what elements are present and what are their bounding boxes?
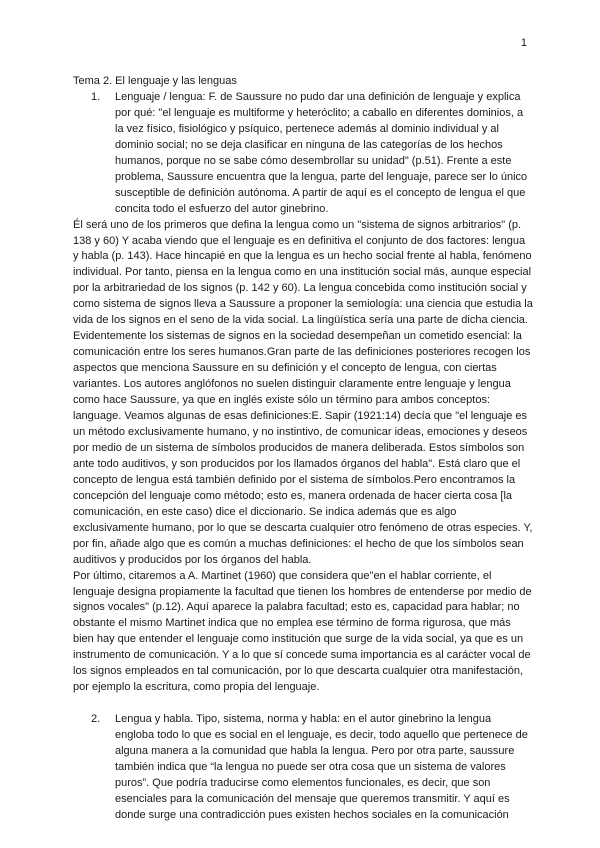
document-body <box>73 74 533 824</box>
section-spacer <box>73 696 533 712</box>
document-title: Tema 2. El lenguaje y las lenguas <box>73 75 237 87</box>
list-item-text: Lengua y habla. Tipo, sistema, norma y habla: en el autor ginebrino la lengua engloba todo lo que es social en el lenguaje, es decir, todo aquello que pertenece de alguna manera a la comunidad que habla la lengua. Pero por otra parte, saussure también indica que “la lengua no puede ser otra cosa que un sistema de valores puros”. Que podría traducirse como elementos funcionales, es decir, que son esenciales para la comunicación del mensaje que queremos transmitir. Y aquí es donde surge una contradicción pues existen hechos sociales en la comunicación <box>115 713 528 821</box>
list-item-2 <box>73 712 533 824</box>
list-item-number: 1. <box>91 90 101 103</box>
paragraph-saussure-definition: Él será uno de los primeros que defina la lengua como un "sistema de signos arbitrarios" (p. 138 y 60) Y acaba viendo que el lenguaje es en definitiva el conjunto de dos factores: lengua y habla (p. 143). Hace hincapié en que la lengua es un hecho social frente al habla, fenómeno individual. Por tanto, piensa en la lengua como en una institución social más, aunque especial por la arbitrariedad de los signos (p. 142 y 60). La lengua concebida como institución social y como sistema de signos lleva a Saussure a proponer la semiología: una ciencia que estudia la vida de los signos en el seno de la vida social. La lingüística sería una parte de dicha ciencia. Evidentemente los sistemas de signos en la sociedad desempeñan un cometido esencial: la comunicación entre los seres humanos.Gran parte de las definiciones posteriores recogen los aspectos que menciona Saussure en su definición y el concepto de lengua, con ciertas variantes. Los autores anglófonos no suelen distinguir claramente entre lenguaje y lengua como hace Saussure, ya que en inglés existe sólo un término para ambos conceptos: language. Veamos algunas de esas definiciones:E. Sapir (1921:14) decía que "el lenguaje es un método exclusivamente humano, y no instintivo, de comunicar ideas, emociones y deseos por medio de un sistema de símbolos producidos de manera deliberada. Estos símbolos son ante todo auditivos, y son producidos por los llamados órganos del habla". Está claro que el concepto de lengua está también definido por el sistema de símbolos.Pero encontramos la concepción del lenguaje como método; esto es, manera ordenada de hacer cierta cosa [la comunicación, en este caso) dice el diccionario. Se indica además que es algo exclusivamente humano, por lo que se descarta cualquier otro fenómeno de otras especies. Y, por fin, añade algo que es común a muchas definiciones: el hecho de que los símbolos sean auditivos y producidos por los órganos del habla. <box>73 218 533 566</box>
list-item-number: 2. <box>91 713 101 726</box>
list-item-1 <box>73 90 533 218</box>
list-item-text: Lenguaje / lengua: F. de Saussure no pudo dar una definición de lenguaje y explica por qué: "el lenguaje es multiforme y heteróclito; a caballo en diferentes dominios, a la vez físico, fisiológico y psíquico, pertenece además al dominio individual y al dominio social; no se deja clasificar en ninguna de las categorías de los hechos humanos, porque no se sabe cómo desembrollar su unidad" (p.51). Frente a este problema, Saussure encuentra que la lengua, parte del lenguaje, parece ser lo único susceptible de definición autónoma. A partir de aquí es el concepto de lengua el que concita todo el esfuerzo del autor ginebrino. <box>115 90 528 215</box>
paragraph-martinet: Por último, citaremos a A. Martinet (1960) que considera que"en el hablar corriente, el lenguaje designa propiamente la facultad que tienen los hombres de entenderse por medio de signos vocales" (p.12). Aquí aparece la palabra facultad; esto es, capacidad para hablar; no obstante el mismo Martinet indica que no emplea ese término de forma rigurosa, que más bien hay que entender el lenguaje como institución que surge de la vida social, ya que es un instrumento de comunicación. Y a lo que sí concede suma importancia es al carácter vocal de los signos empleados en tal comunicación, por lo que descarta cualquier otra manifestación, por ejemplo la escritura, como propia del lenguaje. <box>73 569 532 694</box>
page-number: 1 <box>520 37 527 49</box>
